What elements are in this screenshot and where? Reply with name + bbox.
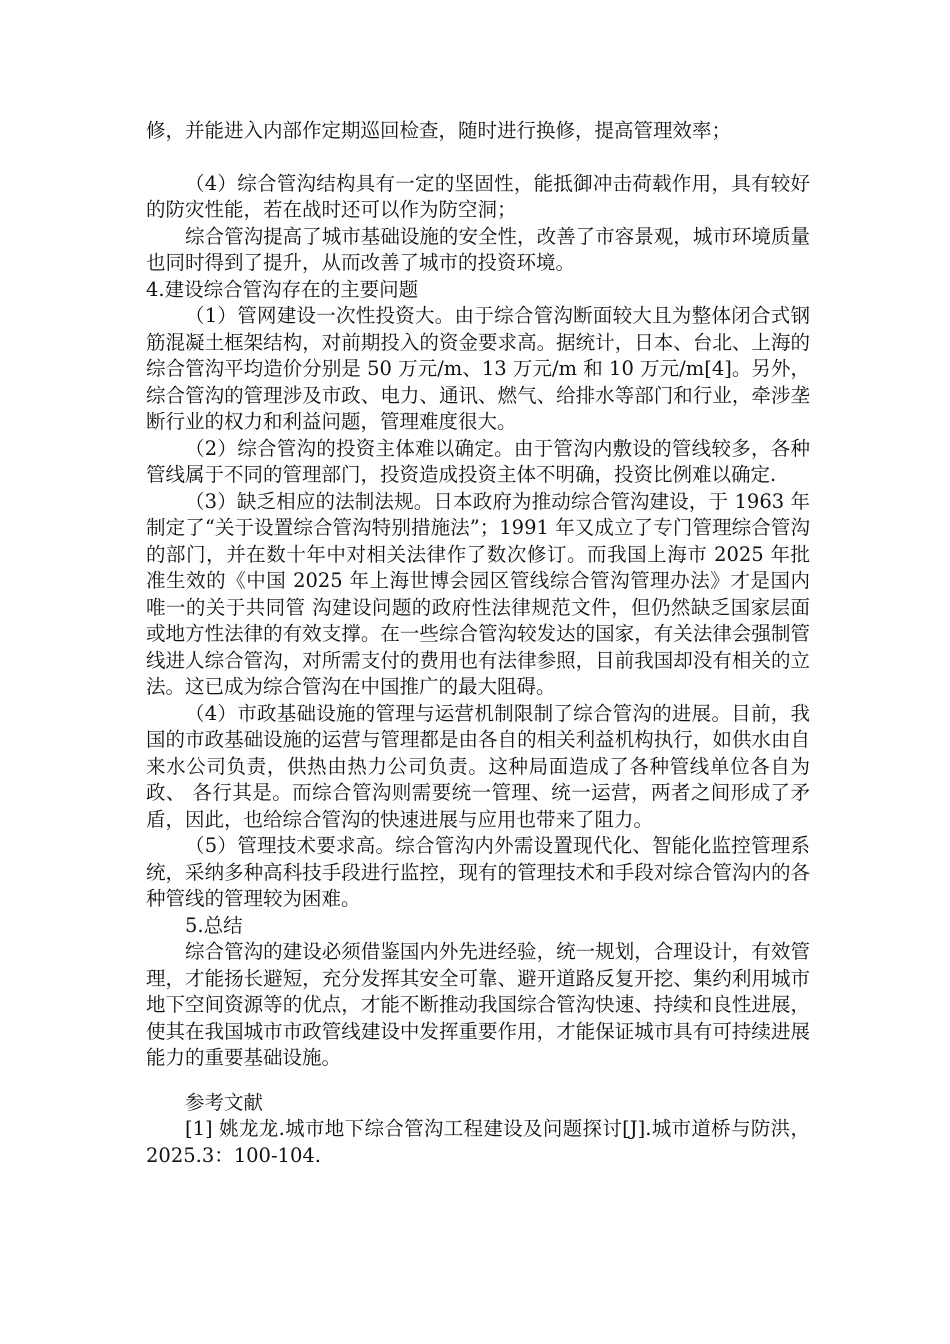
paragraph-problem-4: （4）市政基础设施的管理与运营机制限制了综合管沟的进展。目前，我国的市政基础设施的运营与管理都是由各自的相关利益机构执行，如供水由自来水公司负责，供热由热力公司负责。这种局面造成了各种管线单位各自为政、 各行其是。而综合管沟则需要统一管理、统一运营，两者之间形成了矛盾，因此，也给综合管沟的快速进展与应用也带来了阻力。 — [146, 701, 810, 831]
paragraph-problem-3: （3）缺乏相应的法制法规。日本政府为推动综合管沟建设，于 1963 年制定了“关于设置综合管沟特别措施法”；1991 年又成立了专门管理综合管沟的部门，并在数十年中对相关法律作了数次修订。而我国上海市 2025 年批准生效的《中国 2025 年上海世博会园区管线综合管沟管理办法》才是国内唯一的关于共同管 沟建设问题的政府性法律规范文件，但仍然缺乏国家层面或地方性法律的有效支撑。在一些综合管沟较发达的国家，有关法律会强制管线进人综合管沟，对所需支付的费用也有法律参照，目前我国却没有相关的立法。这已成为综合管沟在中国推广的最大阻碍。 — [146, 489, 810, 698]
paragraph-problem-5: （5）管理技术要求高。综合管沟内外需设置现代化、智能化监控管理系统，采纳多种高科技手段进行监控，现有的管理技术和手段对综合管沟内的各种管线的管理较为困难。 — [146, 834, 810, 910]
paragraph-problem-1: （1）管网建设一次性投资大。由于综合管沟断面较大且为整体闭合式钢筋混凝土框架结构，对前期投入的资金要求高。据统计，日本、台北、上海的综合管沟平均造价分别是 50 万元/m、13 万元/m 和 10 万元/m[4]。另外，综合管沟的管理涉及市政、电力、通讯、燃气、给排水等部门和行业，牵涉垄断行业的权力和利益问题，管理难度很大。 — [146, 304, 810, 433]
paragraph-safety-summary: 综合管沟提高了城市基础设施的安全性，改善了市容景观，城市环境质量也同时得到了提升，从而改善了城市的投资环境。 — [146, 224, 810, 274]
paragraph-continuation: 修，并能进入内部作定期巡回检查，随时进行换修，提高管理效率； — [146, 119, 732, 142]
references-title: 参考文献 — [185, 1090, 264, 1114]
section-heading-5: 5.总结 — [185, 913, 243, 937]
paragraph-item-4-structure: （4）综合管沟结构具有一定的坚固性，能抵御冲击荷载作用，具有较好的防灾性能，若在战时还可以作为防空洞； — [146, 171, 810, 221]
paragraph-problem-2: （2）综合管沟的投资主体难以确定。由于管沟内敷设的管线较多，各种管线属于不同的管理部门，投资造成投资主体不明确，投资比例难以确定. — [146, 436, 810, 486]
reference-item-1: [1] 姚龙龙.城市地下综合管沟工程建设及问题探讨[J].城市道桥与防洪，2025.3：100-104. — [146, 1117, 810, 1167]
paragraph-spacer — [146, 145, 810, 171]
document-page — [146, 118, 810, 1169]
references-spacer — [146, 1072, 810, 1090]
paragraph-conclusion: 综合管沟的建设必须借鉴国内外先进经验，统一规划，合理设计，有效管理，才能扬长避短，充分发挥其安全可靠、避开道路反复开挖、集约利用城市地下空间资源等的优点，才能不断推动我国综合管沟快速、持续和良性进展，使其在我国城市市政管线建设中发挥重要作用，才能保证城市具有可持续进展能力的重要基础设施。 — [146, 940, 810, 1069]
section-heading-4: 4.建设综合管沟存在的主要问题 — [146, 277, 419, 301]
